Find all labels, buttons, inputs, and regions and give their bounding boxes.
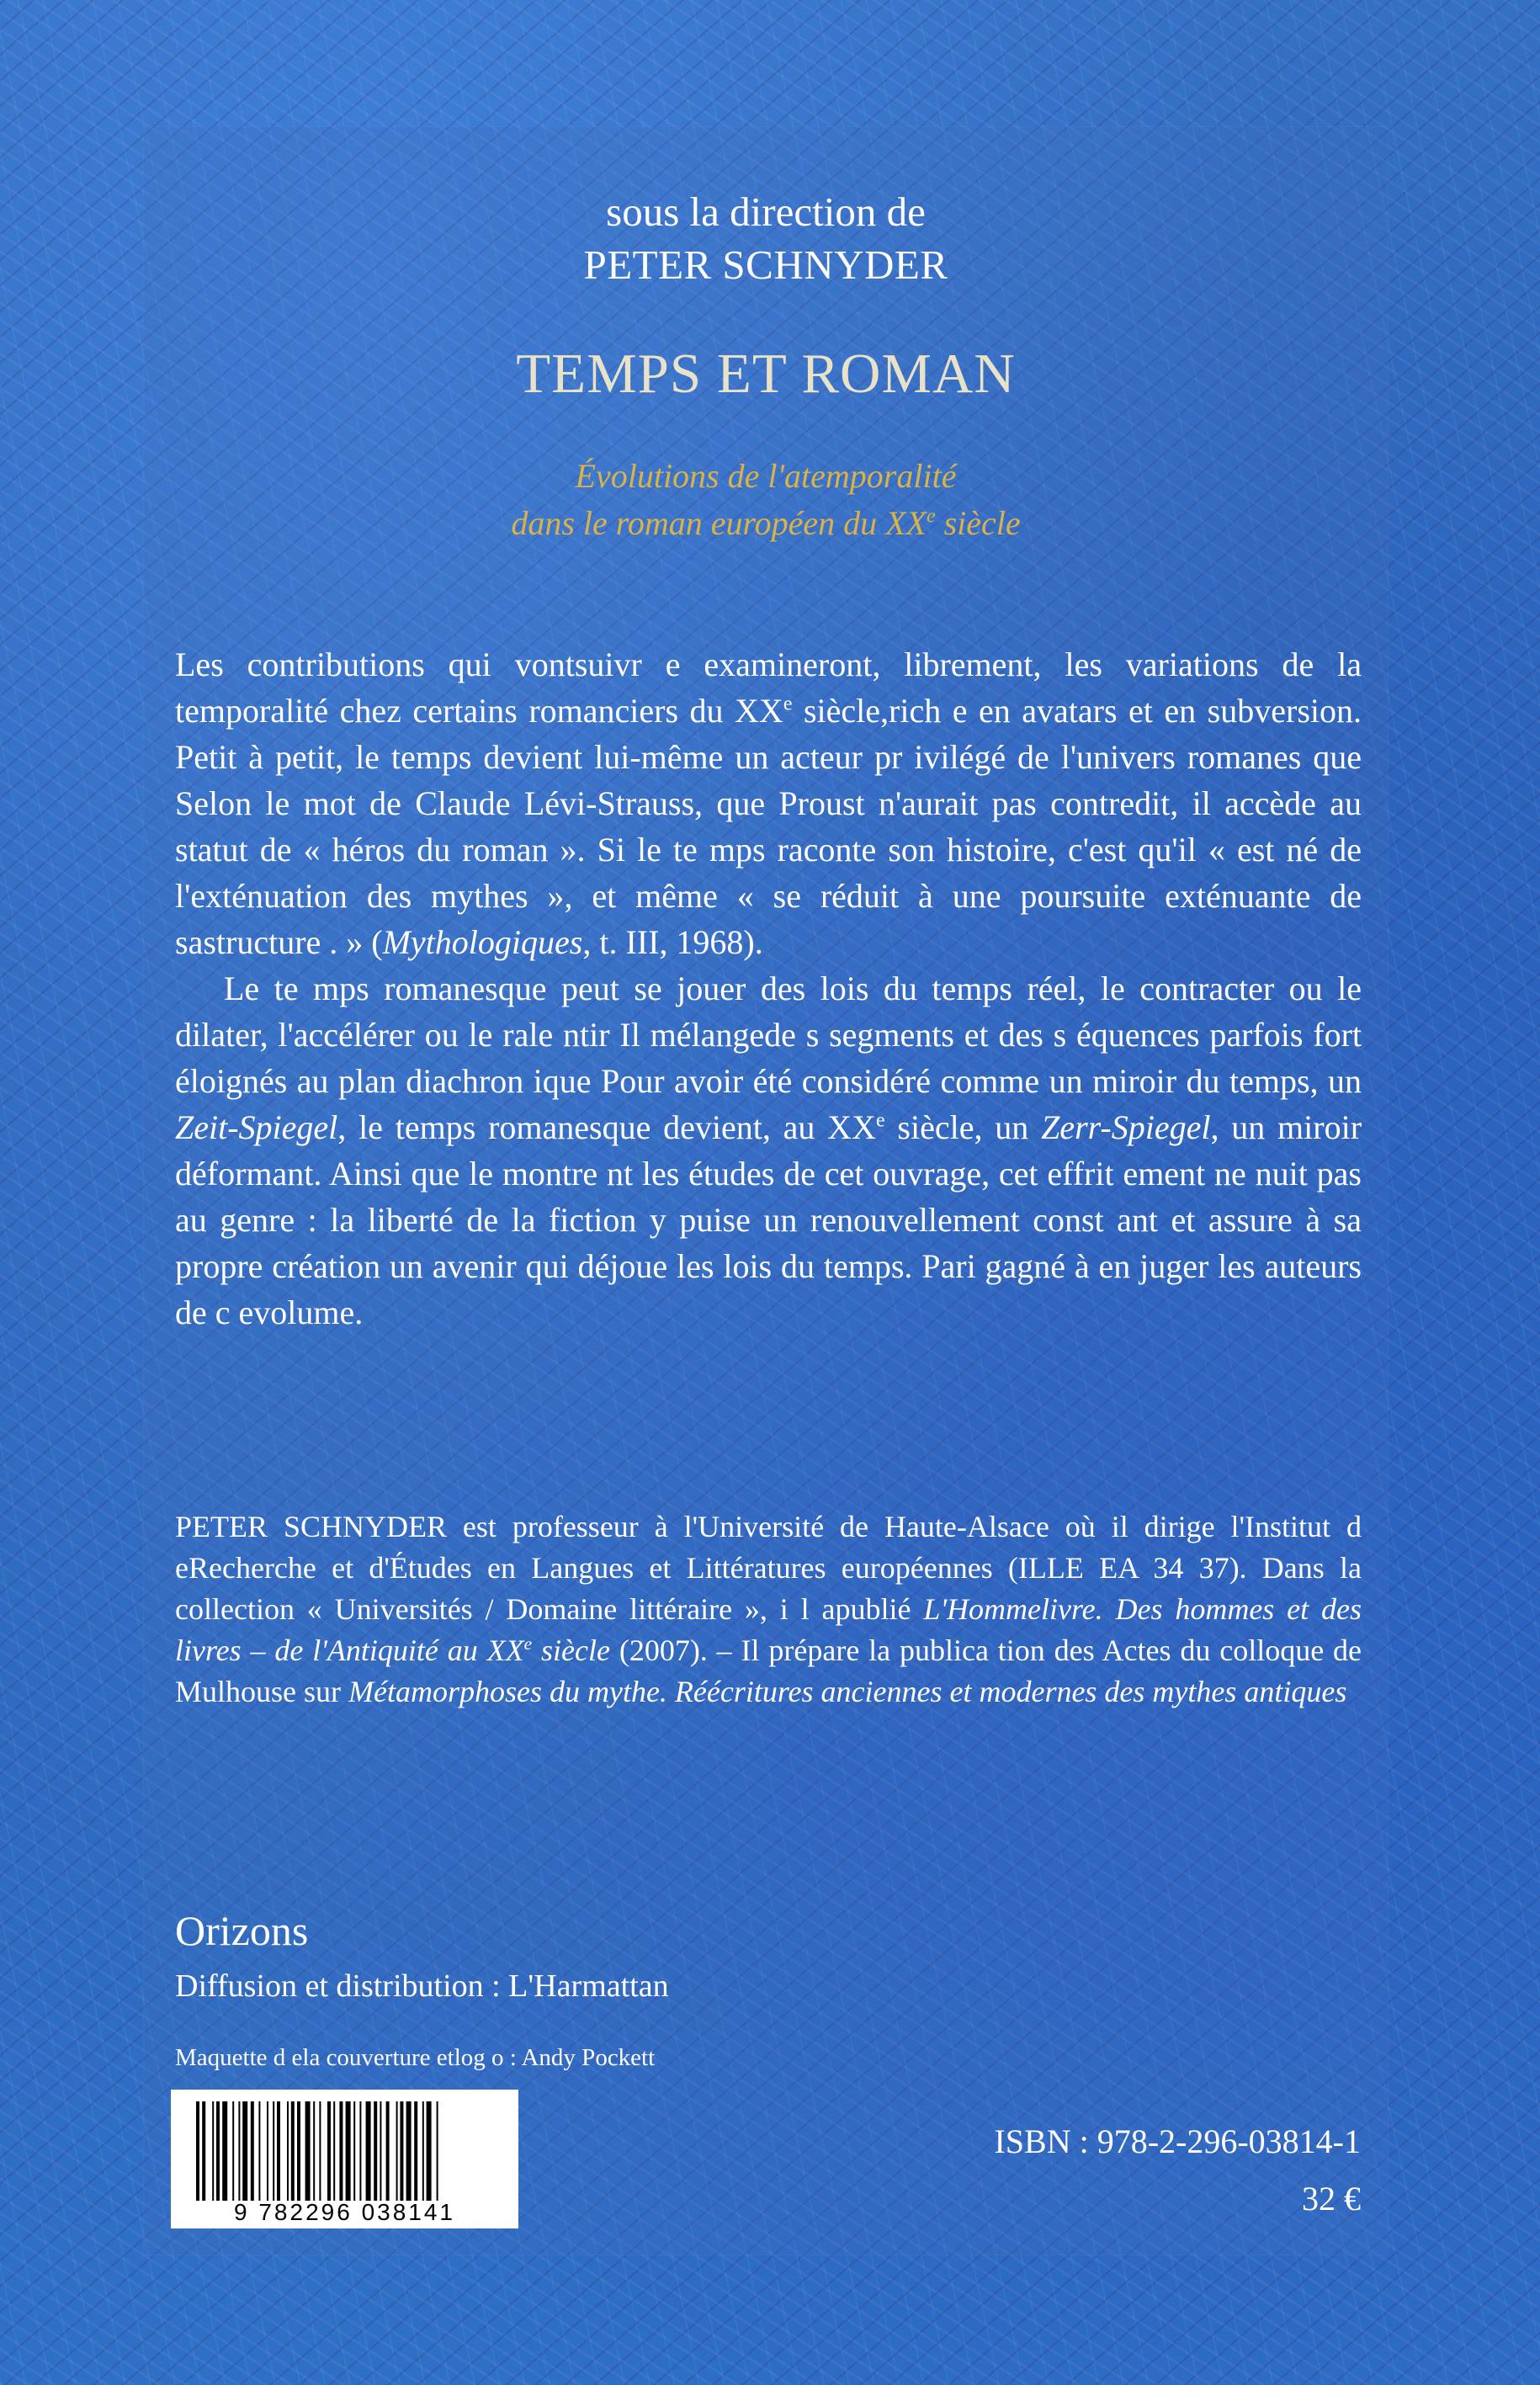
- barcode-bar: [238, 2101, 240, 2201]
- distribution-line: Diffusion et distribution : L'Harmattan: [175, 1968, 669, 2004]
- barcode-bar: [396, 2101, 398, 2201]
- price: 32 €: [1302, 2180, 1361, 2218]
- subtitle-line-2: dans le roman européen du XXe siècle: [511, 504, 1021, 542]
- publisher-name: Orizons: [175, 1907, 309, 1954]
- barcode-bar: [346, 2101, 351, 2201]
- editor-name: PETER SCHNYDER: [583, 242, 948, 288]
- barcode-bar: [251, 2101, 254, 2201]
- barcode-bar: [386, 2101, 390, 2201]
- barcode-bar: [427, 2101, 432, 2201]
- author-bio-text: PETER SCHNYDER est professeur à l'Université de Haute-Alsace où il dirige l'Institut d eRecherche et d'Études en Langues et Littératures européennes (ILLE EA 34 37). Dans la collection « Universités / Domaine littéraire », i l apublié L'Hommelivre. Des hommes et des livres – de l'Antiquité au XXe siècle (2007). – Il prépare la publica tion des Actes du colloque de Mulhouse sur Métamorphoses du mythe. Réécritures anciennes et modernes des mythes antiques: [175, 1510, 1362, 1708]
- barcode-bar: [406, 2101, 412, 2201]
- barcode-bar: [313, 2101, 315, 2201]
- subtitle-line-1: Évolutions de l'atemporalité: [575, 457, 957, 495]
- barcode-bar: [437, 2101, 438, 2201]
- barcode-bar: [232, 2101, 234, 2201]
- barcode-bar: [327, 2101, 331, 2201]
- author-bio: [175, 1506, 1362, 1713]
- barcode-bar: [291, 2101, 295, 2201]
- barcode-bar: [287, 2101, 289, 2201]
- barcode-digits: 9 782296 038141: [234, 2199, 455, 2225]
- barcode-bar: [374, 2101, 377, 2201]
- barcode-bar: [333, 2101, 335, 2201]
- blurb-paragraph-1: Les contributions qui vontsuivr e examineront, librement, les variations de la temporalité chez certains romanciers du XXe siècle,rich e en avatars et en subversion. Petit à petit, le temps devient lui-même un acteur pr ivilégé de l'univers romanes que Selon le mot de Claude Lévi-Strauss, que Proust n'aurait pas contredit, il accède au statut de « héros du roman ». Si le te mps raconte son histoire, c'est qu'il « est né de l'exténuation des mythes », et même « se réduit à une poursuite exténuante de sastructure . » (Mythologiques, t. III, 1968).: [175, 645, 1362, 961]
- blurb-paragraph-2: Le te mps romanesque peut se jouer des lois du temps réel, le contracter ou le dilater, l'accélérer ou le rale ntir Il mélangede s segments et des s équences parfois fort éloignés au plan diachron ique Pour avoir été considéré comme un miroir du temps, un Zeit-Spiegel, le temps romanesque devient, au XXe siècle, un Zerr-Spiegel, un miroir déformant. Ainsi que le montre nt les études de cet ouvrage, cet effrit ement ne nuit pas au genre : la liberté de la fiction y puise un renouvellement const ant et assure à sa propre création un avenir qui déjoue les lois du temps. Pari gagné à en juger les auteurs de c evolume.: [175, 969, 1362, 1331]
- barcode-bar: [202, 2101, 205, 2201]
- barcode-bar: [339, 2101, 343, 2201]
- barcode-bar: [359, 2101, 361, 2201]
- barcode-bar: [319, 2101, 321, 2201]
- barcode-bar: [380, 2101, 381, 2201]
- barcode-bar: [222, 2101, 227, 2201]
- book-title: TEMPS ET ROMAN: [516, 343, 1016, 405]
- barcode: [171, 2090, 518, 2228]
- book-subtitle: [143, 453, 1389, 547]
- barcode-bar: [366, 2101, 371, 2201]
- barcode-bars: [194, 2101, 496, 2201]
- barcode-bar: [353, 2101, 355, 2201]
- cover-credit: Maquette d ela couverture etlog o : Andy Pockett: [175, 2044, 656, 2071]
- barcode-bar: [422, 2101, 424, 2201]
- barcode-bar: [277, 2101, 280, 2201]
- barcode-bar: [414, 2101, 417, 2201]
- blurb: [175, 641, 1362, 1336]
- barcode-bar: [297, 2101, 300, 2201]
- barcode-bar: [267, 2101, 268, 2201]
- barcode-bar: [305, 2101, 311, 2201]
- barcode-bar: [258, 2101, 260, 2201]
- barcode-bar: [273, 2101, 274, 2201]
- barcode-bar: [212, 2101, 214, 2201]
- barcode-bar: [400, 2101, 403, 2201]
- direction-line: sous la direction de: [606, 189, 926, 235]
- barcode-bar: [216, 2101, 220, 2201]
- barcode-bar: [196, 2101, 199, 2201]
- barcode-bar: [242, 2101, 247, 2201]
- isbn: ISBN : 978-2-296-03814-1: [994, 2122, 1361, 2160]
